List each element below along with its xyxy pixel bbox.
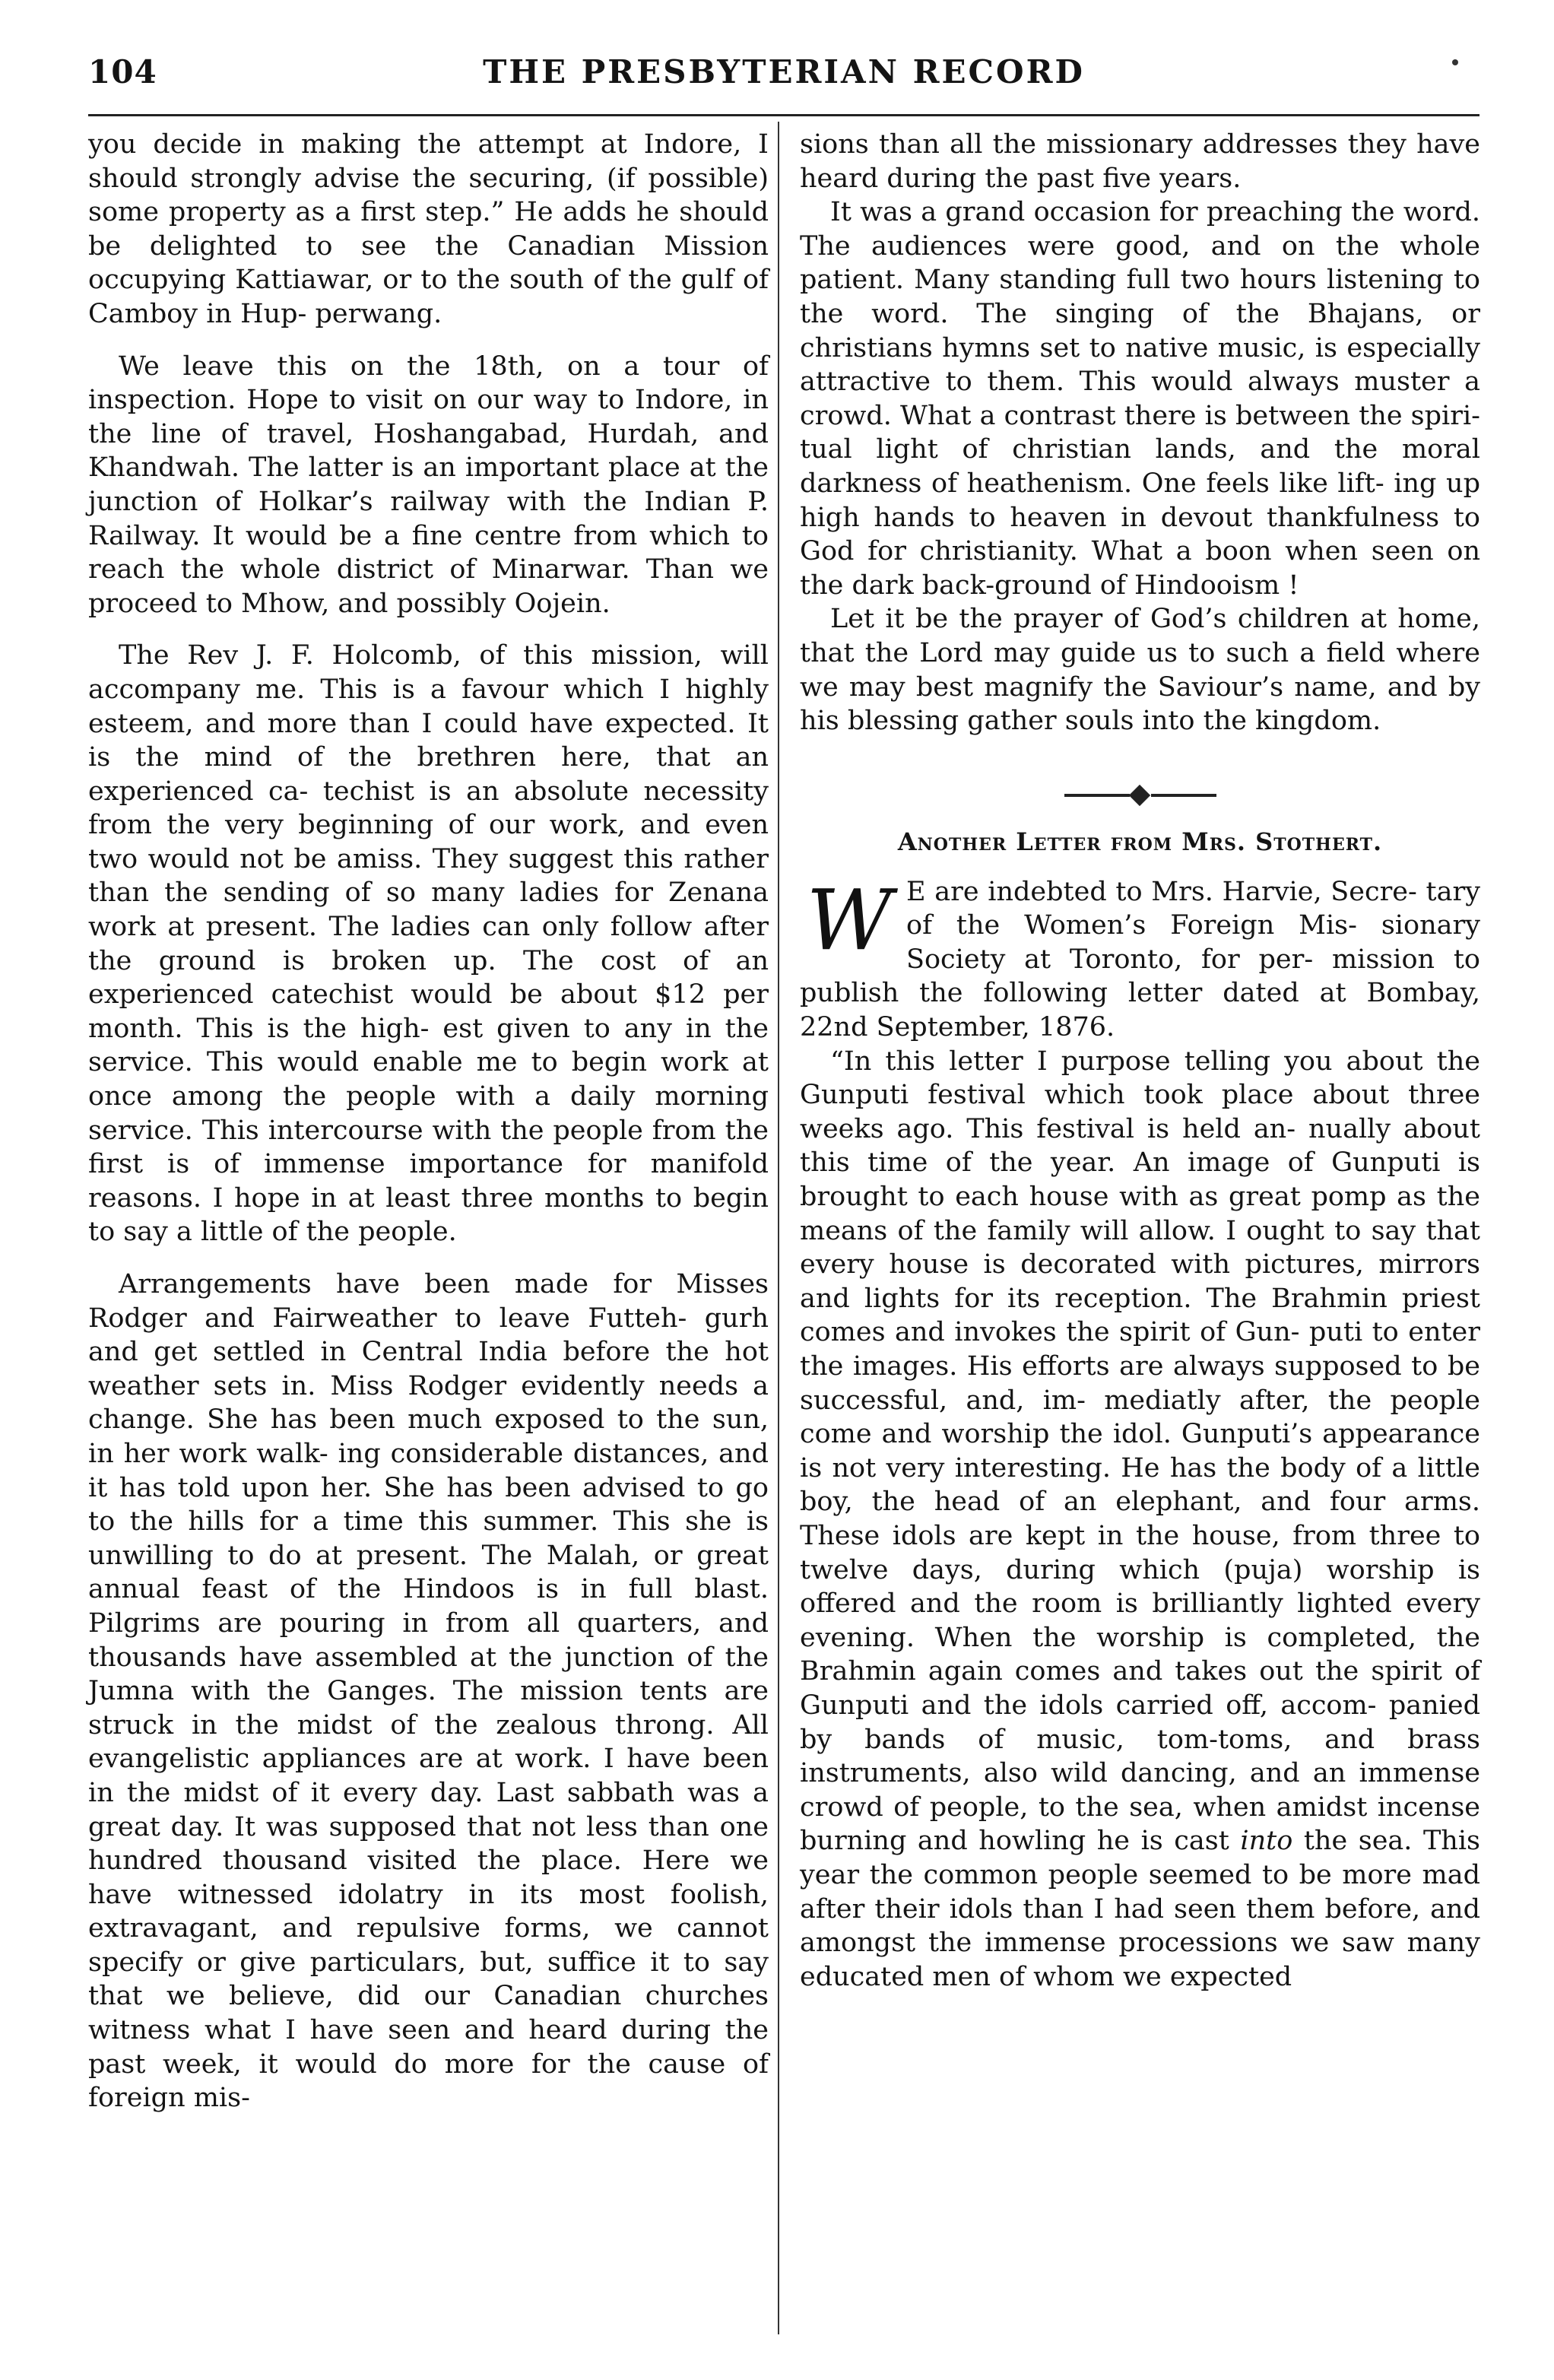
ornament-line-right bbox=[1151, 794, 1216, 797]
section-ornament bbox=[1064, 784, 1216, 807]
left-paragraph-2: We leave this on the 18th, on a tour of inspection. Hope to visit on our way to Indore, in the line of travel, Hoshangabad, Hurdah, and Khandwah. The latter is an important place at the junction of Holkar’s railway with the Indian P. Railway. It would be a fine centre from which to reach the whole district of Minarwar. Than we proceed to Mhow, and possibly Oojein. bbox=[88, 351, 769, 619]
letter-intro-paragraph bbox=[800, 871, 1480, 1045]
letter-body-text-1: “In this letter I purpose telling you about the Gunputi festival which took place about three weeks ago. This festival is held an- nually about this time of the year. An image of Gunputi is brought to each house with as great pomp as the means of the family will allow. I ought to say that every house is decorated with pictures, mirrors and lights for its reception. The Brahmin priest comes and invokes the spirit of Gun- puti to enter the images. His efforts are always supposed to be successful, and, im- mediatly after, the people come and worship the idol. Gunputi’s appearance is not very interesting. He has the body of a little boy, the head of an elephant, and four arms. These idols are kept in the house, from three to twelve days, during which (puja) worship is offered and the room is brilliantly lighted every evening. When the worship is completed, the Brahmin again comes and takes out the spirit of Gunputi and the idols carried off, accom- panied by bands of music, tom-toms, and brass instruments, also wild dancing, and an immense crowd of people, to the sea, when amidst incense burning and howling he is cast bbox=[800, 1046, 1480, 1857]
column-divider bbox=[778, 122, 779, 2334]
left-column bbox=[88, 128, 769, 2115]
letter-body-paragraph bbox=[800, 1045, 1480, 1994]
journal-title: THE PRESBYTERIAN RECORD bbox=[483, 53, 1085, 90]
right-paragraph-1: sions than all the missionary addresses they have heard during the past five years. bbox=[800, 129, 1480, 194]
letter-body-text-2: the sea. This year the common people seemed to be more mad after their idols than I had seen them before, and amongst the immense processions we saw many educated men of whom we expected bbox=[800, 1826, 1480, 1992]
right-paragraph-2: It was a grand occasion for preaching the word. The audiences were good, and on the whole patient. Many standing full two hours listening to the word. The singing of the Bhajans, or christians hymns set to native music, is especially attractive to them. This would always muster a crowd. What a contrast there is between the spiri- tual light of christian lands, and the moral darkness of heathenism. One feels like lift- ing up high hands to heaven in devout thankfulness to God for christianity. What a boon when seen on the dark back-ground of Hindooism ! bbox=[800, 197, 1480, 601]
right-paragraph-3: Let it be the prayer of God’s children at home, that the Lord may guide us to such a field where we may best magnify the Saviour’s name, and by his blessing gather souls into the kingdom. bbox=[800, 604, 1480, 737]
right-column bbox=[800, 128, 1480, 1994]
section-heading: Another Letter from Mrs. Stothert. bbox=[897, 827, 1383, 856]
page-number: 104 bbox=[88, 53, 157, 90]
header-dot-mark bbox=[1452, 59, 1458, 65]
page-header bbox=[88, 50, 1479, 99]
letter-emphasis: into bbox=[1240, 1826, 1293, 1857]
letter-intro-text: E are indebted to Mrs. Harvie, Secre- tary of the Women’s Foreign Mis- sionary Society at Toronto, for per- mission to publish the following letter dated at Bombay, 22nd September, 1876. bbox=[800, 876, 1480, 1043]
header-rule bbox=[88, 114, 1479, 116]
left-paragraph-3: The Rev J. F. Holcomb, of this mission, will accompany me. This is a favour which I highly esteem, and more than I could have expected. It is the mind of the brethren here, that an experienced ca- techist is an absolute necessity from the very beginning of our work, and even two would not be amiss. They suggest this rather than the sending of so many ladies for Zenana work at present. The ladies can only follow after the ground is broken up. The cost of an experienced catechist would be about $12 per month. This is the high- est given to any in the service. This would enable me to begin work at once among the people with a daily morning service. This intercourse with the people from the first is of immense importance for manifold reasons. I hope in at least three months to begin to say a little of the people. bbox=[88, 640, 769, 1248]
ornament-line-left bbox=[1064, 794, 1130, 797]
left-paragraph-1: you decide in making the attempt at Indore, I should strongly advise the securing, (if possible) some property as a first step.” He adds he should be delighted to see the Canadian Mission occupying Kattiawar, or to the south of the gulf of Camboy in Hup- perwang. bbox=[88, 129, 769, 329]
left-paragraph-4: Arrangements have been made for Misses Rodger and Fairweather to leave Futteh- gurh and get settled in Central India before the hot weather sets in. Miss Rodger evidently needs a change. She has been much exposed to the sun, in her work walk- ing considerable distances, and it has told upon her. She has been advised to go to the hills for a time this summer. This she is unwilling to do at present. The Malah, or great annual feast of the Hindoos is in full blast. Pilgrims are pouring in from all quarters, and thousands have assembled at the junction of the Jumna with the Ganges. The mission tents are struck in the midst of the zealous throng. All evangelistic appliances are at work. I have been in the midst of it every day. Last sabbath was a great day. It was supposed that not less than one hundred thousand visited the place. Here we have witnessed idolatry in its most foolish, extravagant, and repulsive forms, we cannot specify or give particulars, but, suffice it to say that we believe, did our Canadian churches witness what I have seen and heard during the past week, it would do more for the cause of foreign mis- bbox=[88, 1269, 769, 2114]
drop-cap: W bbox=[806, 871, 893, 969]
ornament-diamond bbox=[1128, 785, 1150, 806]
